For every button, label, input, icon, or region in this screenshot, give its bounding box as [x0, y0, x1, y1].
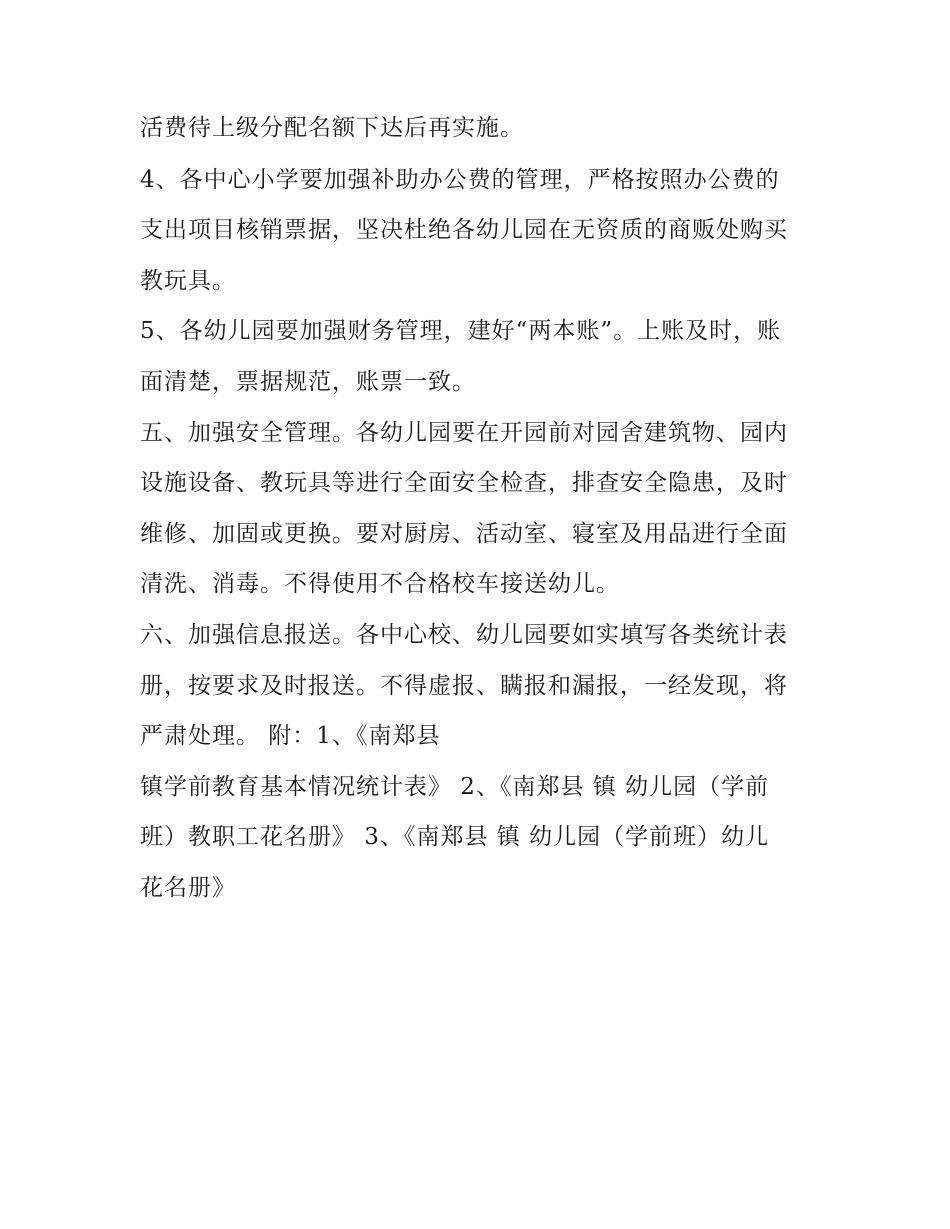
text-line: 活费待上级分配名额下达后再实施。	[140, 115, 524, 141]
text-line: 镇学前教育基本情况统计表》 2、《南郑县 镇 幼儿园（学前	[140, 774, 770, 800]
text-line: 五、加强安全管理。各幼儿园要在开园前对园舍建筑物、园内	[140, 420, 788, 446]
text-line: 维修、加固或更换。要对厨房、活动室、寝室及用品进行全面	[140, 521, 788, 547]
text-line: 设施设备、教玩具等进行全面安全检查，排查安全隐患，及时	[140, 470, 788, 496]
text-line: 册，按要求及时报送。不得虚报、瞒报和漏报，一经发现，将	[140, 673, 788, 699]
text-line: 5、各幼儿园要加强财务管理，建好“两本账”。上账及时，账	[140, 318, 782, 344]
text-line: 六、加强信息报送。各中心校、幼儿园要如实填写各类统计表	[140, 622, 788, 648]
text-line: 班）教职工花名册》 3、《南郑县 镇 幼儿园（学前班）幼儿	[140, 824, 770, 850]
text-line: 支出项目核销票据，坚决杜绝各幼儿园在无资质的商贩处购买	[140, 217, 788, 243]
text-line: 严肃处理。 附：1、《南郑县	[140, 723, 441, 749]
text-line: 面清楚，票据规范，账票一致。	[140, 369, 476, 395]
text-line: 花名册》	[140, 875, 236, 901]
text-line: 教玩具。	[140, 268, 236, 294]
text-line: 4、各中心小学要加强补助办公费的管理，严格按照办公费的	[140, 167, 780, 193]
text-line: 清洗、消毒。不得使用不合格校车接送幼儿。	[140, 571, 620, 597]
